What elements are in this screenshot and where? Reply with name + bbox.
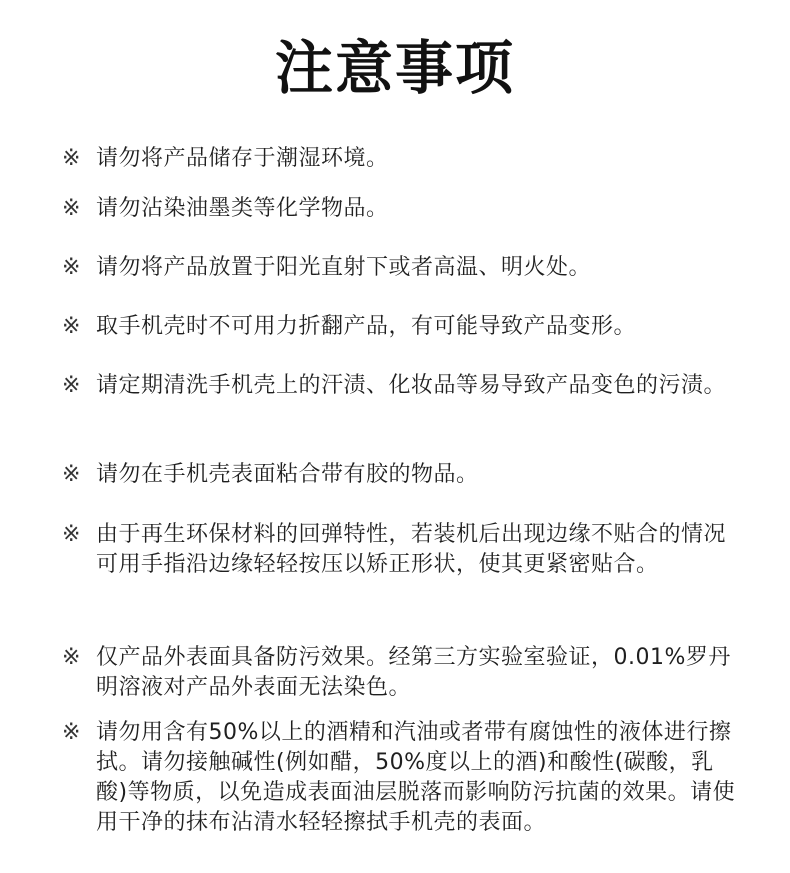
notice-item [62,142,742,176]
page-title: 注意事项 [274,34,515,102]
reference-mark-icon: ※ [62,314,81,339]
notice-text: 请勿沾染油墨类等化学物品。 [96,196,389,221]
reference-mark-icon: ※ [62,462,81,487]
notice-item [62,518,742,580]
reference-mark-icon: ※ [62,255,81,280]
notice-text: 仅产品外表面具备防污效果。经第三方实验室验证，0.01%罗丹明溶液对产品外表面无法染色。 [96,645,731,700]
notice-text: 请勿用含有50%以上的酒精和汽油或者带有腐蚀性的液体进行擦拭。请勿接触碱性(例如醋，50%度以上的酒)和酸性(碳酸，乳酸)等物质，以免造成表面油层脱落而影响防污抗菌的效果。请使用干净的抹布沾清水轻轻擦拭手机壳的表面。 [96,720,736,835]
notice-item [62,369,742,403]
reference-mark-icon: ※ [62,146,81,171]
notice-item [62,251,742,285]
reference-mark-icon: ※ [62,645,81,670]
reference-mark-icon: ※ [62,196,81,221]
notice-text: 请定期清洗手机壳上的汗渍、化妆品等易导致产品变色的污渍。 [96,373,727,398]
reference-mark-icon: ※ [62,522,81,547]
notice-text: 请勿将产品储存于潮湿环境。 [96,146,389,171]
notice-item [62,310,742,344]
notice-text: 请勿将产品放置于阳光直射下或者高温、明火处。 [96,255,592,280]
notice-text: 取手机壳时不可用力折翻产品，有可能导致产品变形。 [96,314,637,339]
notice-text: 请勿在手机壳表面粘合带有胶的物品。 [96,462,479,487]
notice-text: 由于再生环保材料的回弹特性，若装机后出现边缘不贴合的情况可用手指沿边缘轻轻按压以矫正形状，使其更紧密贴合。 [96,522,727,577]
notice-item [62,716,742,838]
reference-mark-icon: ※ [62,720,81,745]
notice-item [62,192,742,226]
notice-item [62,641,742,703]
notice-item [62,458,742,492]
reference-mark-icon: ※ [62,373,81,398]
